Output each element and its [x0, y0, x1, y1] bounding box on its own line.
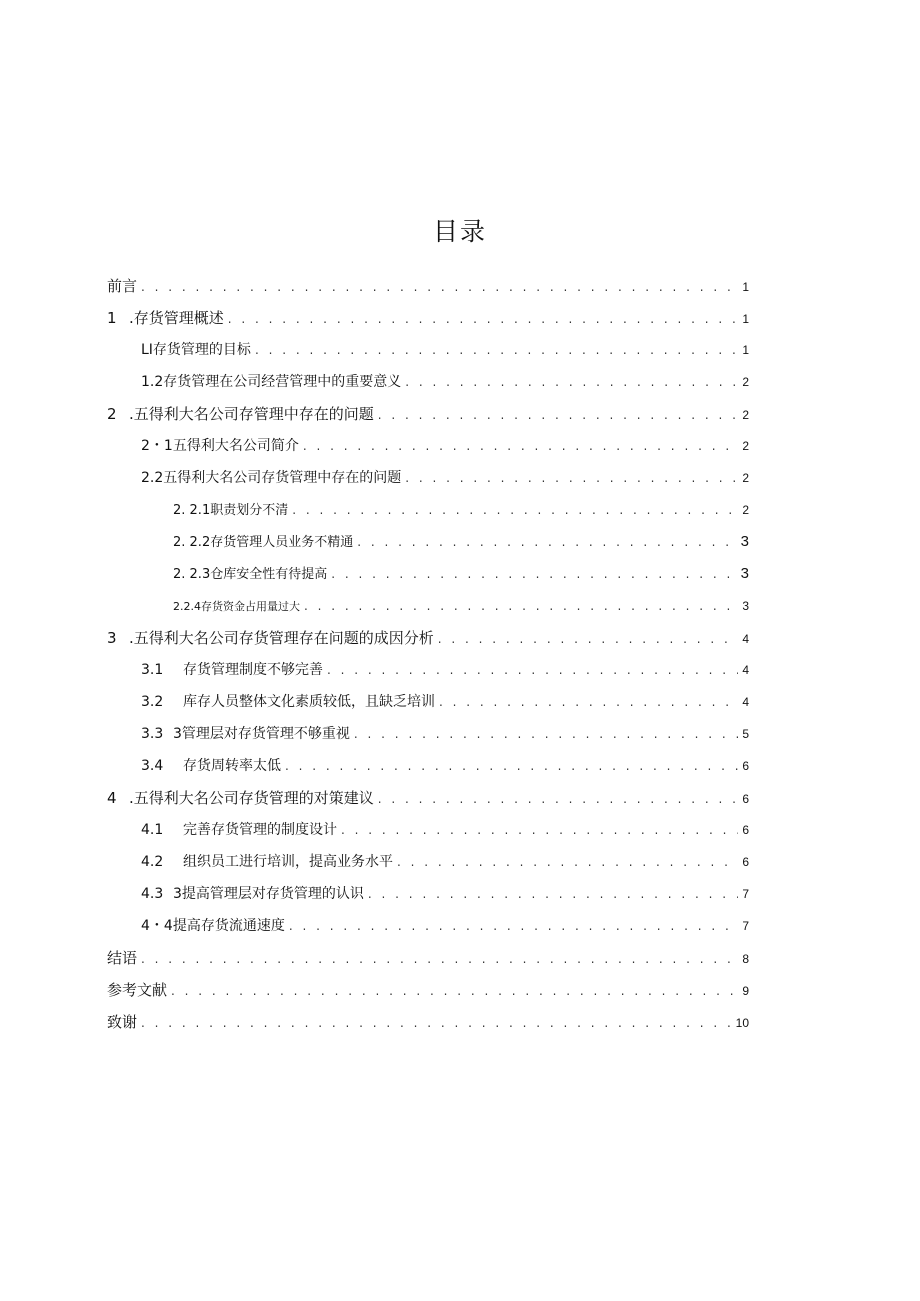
toc-entry-text: .五得利大名公司存管理中存在的问题: [129, 405, 374, 423]
toc-entry[interactable]: [107, 302, 749, 334]
toc-entry[interactable]: [107, 270, 749, 302]
toc-entry[interactable]: [107, 558, 749, 590]
toc-page-number: 10: [735, 1016, 749, 1030]
toc-page-number: 3: [742, 599, 749, 613]
leader-dots: [368, 878, 738, 910]
toc-entry-number: 2: [107, 405, 117, 423]
toc-page-number: 6: [742, 759, 749, 773]
toc-page-number: 1: [742, 312, 749, 326]
toc-entry-text: 2. 2.2存货管理人员业务不精通: [173, 535, 354, 550]
toc-page-number: 7: [742, 887, 749, 901]
toc-entry-text: 存货管理制度不够完善: [183, 662, 323, 678]
toc-entry[interactable]: [107, 942, 749, 974]
toc-entry-text: 3提高管理层对存货管理的认识: [173, 886, 364, 902]
toc-entry-text: .五得利大名公司存货管理存在问题的成因分析: [129, 629, 434, 647]
toc-page-number: 1: [742, 343, 749, 357]
leader-dots: [378, 399, 739, 431]
toc-entry[interactable]: [107, 398, 749, 430]
toc-entry-number: 4.1: [141, 822, 164, 838]
toc-entry-number: 3.2: [141, 694, 164, 710]
leader-dots: [255, 334, 738, 366]
toc-entry-text: 2. 2.3仓库安全性有待提高: [173, 567, 328, 582]
toc-page-number: 2: [742, 503, 749, 517]
toc-entry-text: 参考文献: [107, 981, 168, 999]
toc-entry-text: 2.2五得利大名公司存货管理中存在的问题: [141, 470, 402, 486]
leader-dots: [141, 1007, 732, 1039]
leader-dots: [171, 975, 738, 1007]
leader-dots: [228, 303, 739, 335]
toc-entry-number: 3: [107, 629, 117, 647]
toc-entry[interactable]: [107, 782, 749, 814]
toc-page-number: 1: [742, 280, 749, 294]
toc-entry-text: 库存人员整体文化素质较低，且缺乏培训: [183, 694, 435, 710]
toc-entry[interactable]: [107, 718, 749, 750]
toc-entry[interactable]: [107, 430, 749, 462]
toc-page-number: 3: [740, 565, 749, 582]
toc-entry-number: 1: [107, 309, 117, 327]
toc-page-number: 4: [742, 695, 749, 709]
leader-dots: [141, 943, 738, 975]
toc-entry-number: 4: [107, 789, 117, 807]
toc-page-number: 2: [742, 439, 749, 453]
toc-page-number: 2: [742, 408, 749, 422]
leader-dots: [292, 494, 738, 526]
leader-dots: [354, 718, 738, 750]
toc-entry-text: 2. 2.1职责划分不清: [173, 503, 289, 518]
toc-entry-text: 致谢: [107, 1013, 138, 1031]
toc-page-number: 4: [742, 663, 749, 677]
leader-dots: [405, 462, 738, 494]
toc-entry-number: 3.4: [141, 758, 164, 774]
toc-page-number: 6: [742, 855, 749, 869]
leader-dots: [141, 271, 738, 303]
toc-entry[interactable]: [107, 494, 749, 526]
toc-entry-number: 3.1: [141, 662, 164, 678]
leader-dots: [439, 686, 738, 718]
toc-entry[interactable]: [107, 462, 749, 494]
leader-dots: [331, 558, 736, 590]
toc-page-number: 7: [742, 919, 749, 933]
toc-entry[interactable]: [107, 1006, 749, 1038]
toc-page-number: 2: [742, 471, 749, 485]
leader-dots: [357, 526, 736, 558]
toc-entry-text: 2・1五得利大名公司简介: [141, 438, 299, 454]
toc-entry-text: 1.2存货管理在公司经营管理中的重要意义: [141, 374, 402, 390]
toc-entry-number: 4.2: [141, 854, 164, 870]
leader-dots: [438, 623, 739, 655]
leader-dots: [327, 654, 738, 686]
leader-dots: [405, 366, 738, 398]
toc-entry[interactable]: [107, 334, 749, 366]
toc-entry[interactable]: [107, 526, 749, 558]
toc-entry[interactable]: [107, 814, 749, 846]
toc-page-number: 6: [742, 823, 749, 837]
toc-entry-text: 存货周转率太低: [183, 758, 281, 774]
toc-entry-text: .存货管理概述: [129, 309, 224, 327]
toc-entry[interactable]: [107, 846, 749, 878]
toc-entry[interactable]: [107, 750, 749, 782]
toc-entry-text: 3管理层对存货管理不够重视: [173, 726, 350, 742]
leader-dots: [289, 910, 738, 942]
toc-entry[interactable]: [107, 910, 749, 942]
toc-entry[interactable]: [107, 366, 749, 398]
table-of-contents: [107, 270, 749, 1038]
toc-page-number: 9: [742, 984, 749, 998]
toc-entry-text: 2.2.4存货资金占用量过大: [173, 600, 300, 613]
toc-entry[interactable]: [107, 654, 749, 686]
toc-entry-text: .五得利大名公司存货管理的对策建议: [129, 789, 374, 807]
toc-entry[interactable]: [107, 974, 749, 1006]
toc-entry-text: 结语: [107, 949, 138, 967]
toc-page-number: 3: [740, 533, 749, 550]
toc-entry[interactable]: [107, 622, 749, 654]
toc-page-number: 2: [742, 375, 749, 389]
toc-entry-text: 组织员工进行培训，提高业务水平: [183, 854, 393, 870]
toc-page-number: 4: [742, 632, 749, 646]
leader-dots: [378, 783, 739, 815]
leader-dots: [304, 590, 738, 622]
toc-entry-text: 前言: [107, 277, 138, 295]
toc-page-number: 8: [742, 952, 749, 966]
toc-entry[interactable]: [107, 878, 749, 910]
leader-dots: [303, 430, 738, 462]
toc-entry-number: 3.3: [141, 726, 164, 742]
toc-entry-number: 4.3: [141, 886, 164, 902]
toc-entry[interactable]: [107, 590, 749, 622]
toc-entry[interactable]: [107, 686, 749, 718]
toc-entry-text: 完善存货管理的制度设计: [183, 822, 337, 838]
toc-page-number: 5: [742, 727, 749, 741]
toc-title: 目录: [432, 217, 487, 246]
leader-dots: [341, 814, 738, 846]
toc-entry-text: 4・4提高存货流通速度: [141, 918, 285, 934]
toc-page-number: 6: [742, 792, 749, 806]
leader-dots: [397, 846, 738, 878]
toc-entry-text: LI存货管理的目标: [141, 342, 251, 358]
leader-dots: [285, 750, 738, 782]
